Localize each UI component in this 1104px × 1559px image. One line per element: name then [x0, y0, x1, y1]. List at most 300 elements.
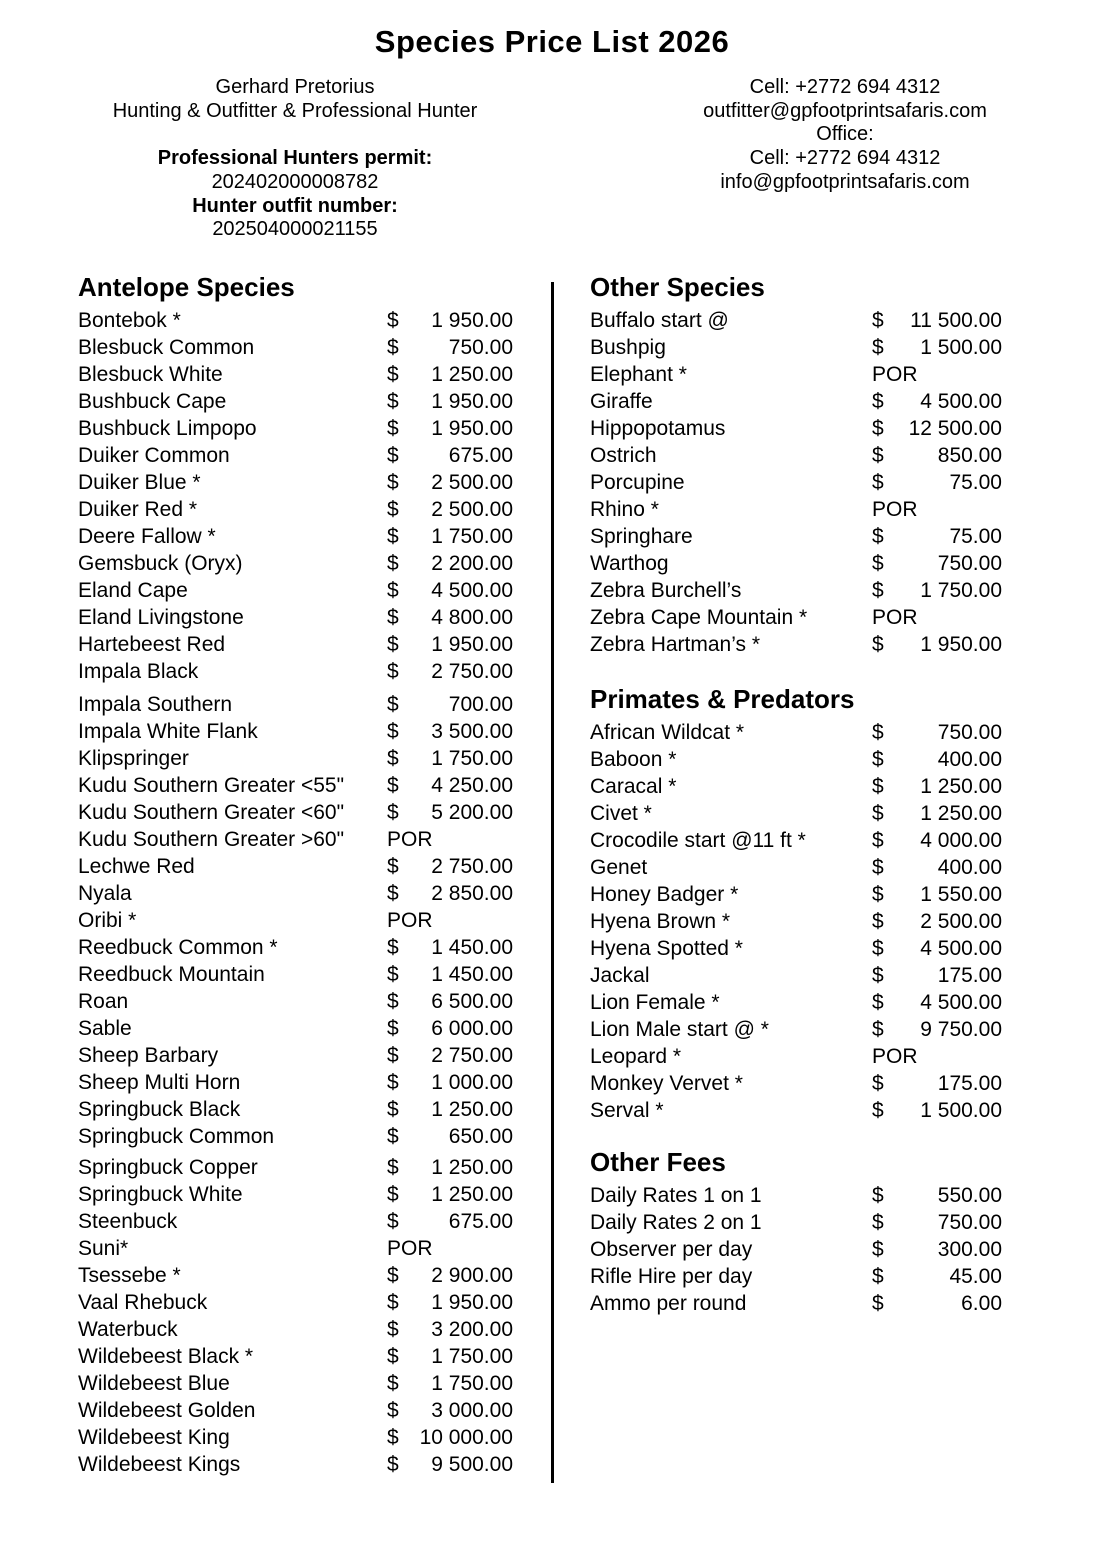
price-amount: 750.00	[448, 336, 513, 359]
section-antelope-species	[78, 272, 513, 1478]
price-amount: 1 250.00	[920, 802, 1002, 825]
species-name: Wildebeest Golden	[78, 1399, 256, 1422]
price-row	[78, 772, 513, 799]
currency-symbol: $	[387, 855, 399, 878]
price-amount: 2 500.00	[431, 498, 513, 521]
currency-symbol: POR	[387, 1237, 433, 1260]
currency-symbol: $	[872, 309, 884, 332]
price-amount: 4 500.00	[431, 579, 513, 602]
species-name: Bushbuck Cape	[78, 390, 227, 413]
species-name: Suni*	[78, 1237, 129, 1260]
price-row	[78, 1424, 513, 1451]
currency-symbol: $	[872, 775, 884, 798]
price-amount: 1 550.00	[920, 883, 1002, 906]
species-name: Vaal Rhebuck	[78, 1291, 208, 1314]
price-amount: 4 250.00	[431, 774, 513, 797]
price-row	[78, 988, 513, 1015]
price-amount: 750.00	[937, 721, 1002, 744]
price-row	[590, 935, 1002, 962]
species-name: Daily Rates 2 on 1	[590, 1211, 762, 1234]
species-name: Caracal *	[590, 775, 677, 798]
price-row	[78, 1154, 513, 1181]
species-name: Honey Badger *	[590, 883, 739, 906]
species-name: Kudu Southern Greater >60"	[78, 828, 345, 851]
species-name: Zebra Burchell’s	[590, 579, 742, 602]
currency-symbol: $	[387, 882, 399, 905]
species-name: Gemsbuck (Oryx)	[78, 552, 243, 575]
species-name: Ostrich	[590, 444, 657, 467]
currency-symbol: $	[387, 633, 399, 656]
currency-symbol: $	[387, 444, 399, 467]
species-name: Springbuck Copper	[78, 1156, 258, 1179]
species-name: Impala Black	[78, 660, 199, 683]
currency-symbol: $	[872, 552, 884, 575]
currency-symbol: $	[387, 1183, 399, 1206]
currency-symbol: $	[387, 720, 399, 743]
price-row	[78, 1343, 513, 1370]
price-amount: 700.00	[448, 693, 513, 716]
species-name: Springbuck Common	[78, 1125, 275, 1148]
species-name: Lion Female *	[590, 991, 720, 1014]
price-amount: 2 200.00	[431, 552, 513, 575]
price-amount: 750.00	[937, 552, 1002, 575]
species-name: Impala White Flank	[78, 720, 258, 743]
currency-symbol: $	[387, 1017, 399, 1040]
price-amount	[902, 496, 1002, 523]
currency-symbol: $	[872, 1072, 884, 1095]
species-name: Bushbuck Limpopo	[78, 417, 257, 440]
price-row	[590, 1290, 1002, 1317]
price-amount: 1 950.00	[431, 309, 513, 332]
currency-symbol: $	[872, 856, 884, 879]
currency-symbol: $	[387, 1291, 399, 1314]
price-amount: 175.00	[937, 964, 1002, 987]
price-amount: 2 500.00	[431, 471, 513, 494]
species-name: Porcupine	[590, 471, 685, 494]
price-row	[78, 361, 513, 388]
currency-symbol: $	[872, 390, 884, 413]
left-column	[78, 272, 513, 1478]
price-amount	[902, 1043, 1002, 1070]
price-amount: 3 000.00	[431, 1399, 513, 1422]
currency-symbol: $	[872, 444, 884, 467]
currency-symbol: $	[387, 1044, 399, 1067]
price-row	[78, 1208, 513, 1235]
species-name: Ammo per round	[590, 1292, 747, 1315]
price-row	[590, 496, 1002, 523]
currency-symbol: POR	[872, 498, 918, 521]
currency-symbol: $	[872, 991, 884, 1014]
currency-symbol: $	[872, 1292, 884, 1315]
price-row	[590, 746, 1002, 773]
currency-symbol: $	[387, 471, 399, 494]
species-name: Springbuck Black	[78, 1098, 241, 1121]
currency-symbol: $	[387, 1264, 399, 1287]
species-name: Wildebeest Black *	[78, 1345, 254, 1368]
price-row	[590, 1182, 1002, 1209]
currency-symbol: $	[387, 1372, 399, 1395]
price-row	[78, 523, 513, 550]
price-amount: 9 750.00	[920, 1018, 1002, 1041]
species-name: Bushpig	[590, 336, 666, 359]
price-row	[590, 442, 1002, 469]
species-name: Sable	[78, 1017, 132, 1040]
price-amount: 11 500.00	[910, 309, 1002, 332]
price-amount: 6.00	[961, 1292, 1002, 1315]
currency-symbol: $	[387, 774, 399, 797]
section-heading-other-fees: Other Fees	[590, 1147, 726, 1177]
currency-symbol: $	[387, 606, 399, 629]
section-heading-antelope: Antelope Species	[78, 272, 295, 302]
price-row	[78, 853, 513, 880]
contact-office-label: Office:	[816, 123, 874, 146]
price-row	[78, 1235, 513, 1262]
price-row	[590, 469, 1002, 496]
currency-symbol: $	[872, 1184, 884, 1207]
section-primates-predators	[590, 684, 1002, 1124]
currency-symbol: $	[872, 1099, 884, 1122]
price-row	[590, 604, 1002, 631]
species-name: Wildebeest Blue	[78, 1372, 230, 1395]
currency-symbol: $	[872, 525, 884, 548]
price-row	[590, 800, 1002, 827]
price-amount: 10 000.00	[419, 1426, 513, 1449]
price-row	[590, 415, 1002, 442]
price-row	[590, 962, 1002, 989]
price-amount: 2 750.00	[431, 1044, 513, 1067]
price-amount: 1 500.00	[920, 1099, 1002, 1122]
price-row	[590, 361, 1002, 388]
species-name: Kudu Southern Greater <60"	[78, 801, 345, 824]
currency-symbol: $	[872, 1211, 884, 1234]
currency-symbol: $	[872, 937, 884, 960]
price-amount: 300.00	[937, 1238, 1002, 1261]
currency-symbol: $	[872, 748, 884, 771]
currency-symbol: $	[872, 471, 884, 494]
contact-cell-line: Cell: +2772 694 4312	[749, 76, 941, 98]
price-row	[78, 1370, 513, 1397]
price-amount: 4 500.00	[920, 937, 1002, 960]
species-name: Warthog	[590, 552, 669, 575]
price-row	[590, 989, 1002, 1016]
price-amount: 675.00	[448, 444, 513, 467]
price-row	[590, 550, 1002, 577]
currency-symbol: $	[872, 964, 884, 987]
price-row	[590, 1236, 1002, 1263]
currency-symbol: $	[387, 1318, 399, 1341]
species-name: Lechwe Red	[78, 855, 195, 878]
species-name: Oribi *	[78, 909, 137, 932]
price-row	[590, 1043, 1002, 1070]
price-amount: 550.00	[937, 1184, 1002, 1207]
currency-symbol: $	[387, 1156, 399, 1179]
price-row	[78, 880, 513, 907]
currency-symbol: $	[387, 309, 399, 332]
species-name: Wildebeest King	[78, 1426, 230, 1449]
price-amount: 1 500.00	[920, 336, 1002, 359]
outfitter-name: Gerhard Pretorius	[215, 76, 375, 98]
outfit-label: Hunter outfit number:	[192, 194, 398, 217]
price-amount: 4 800.00	[431, 606, 513, 629]
contact-email-outfitter: outfitter@gpfootprintsafaris.com	[703, 99, 987, 122]
price-amount: 1 750.00	[431, 1345, 513, 1368]
currency-symbol: $	[387, 1098, 399, 1121]
price-row	[78, 442, 513, 469]
price-row	[590, 1016, 1002, 1043]
species-name: Deere Fallow *	[78, 525, 216, 548]
price-amount: 1 250.00	[920, 775, 1002, 798]
currency-symbol: $	[387, 963, 399, 986]
price-row	[78, 604, 513, 631]
price-amount: 1 250.00	[431, 1183, 513, 1206]
price-amount	[419, 1235, 513, 1262]
species-name: Kudu Southern Greater <55"	[78, 774, 345, 797]
currency-symbol: $	[872, 633, 884, 656]
currency-symbol: $	[387, 552, 399, 575]
currency-symbol: $	[387, 363, 399, 386]
price-row	[78, 1262, 513, 1289]
price-amount: 2 850.00	[431, 882, 513, 905]
price-row	[78, 307, 513, 334]
price-row	[78, 934, 513, 961]
price-row	[590, 523, 1002, 550]
price-row	[590, 1070, 1002, 1097]
price-row	[78, 1181, 513, 1208]
currency-symbol: $	[387, 390, 399, 413]
species-name: Klipspringer	[78, 747, 189, 770]
species-name: Zebra Cape Mountain *	[590, 606, 808, 629]
currency-symbol: $	[872, 721, 884, 744]
species-name: Reedbuck Mountain	[78, 963, 265, 986]
species-name: Reedbuck Common *	[78, 936, 278, 959]
currency-symbol: $	[387, 990, 399, 1013]
currency-symbol: $	[872, 829, 884, 852]
section-heading-other-species: Other Species	[590, 272, 765, 302]
price-amount: 2 750.00	[431, 855, 513, 878]
price-row	[590, 854, 1002, 881]
price-row	[590, 1263, 1002, 1290]
currency-symbol: POR	[387, 828, 433, 851]
price-amount: 1 750.00	[920, 579, 1002, 602]
section-other-fees	[590, 1147, 1002, 1317]
price-row	[590, 334, 1002, 361]
currency-symbol: $	[387, 936, 399, 959]
species-name: Sheep Multi Horn	[78, 1071, 241, 1094]
species-name: Giraffe	[590, 390, 653, 413]
price-amount: 1 000.00	[431, 1071, 513, 1094]
price-amount: 1 950.00	[431, 1291, 513, 1314]
species-name: Blesbuck White	[78, 363, 223, 386]
currency-symbol: $	[387, 1071, 399, 1094]
currency-symbol: POR	[872, 363, 918, 386]
species-name: Baboon *	[590, 748, 677, 771]
currency-symbol: $	[872, 417, 884, 440]
price-row	[590, 1209, 1002, 1236]
price-amount: 850.00	[937, 444, 1002, 467]
currency-symbol: POR	[387, 909, 433, 932]
price-row	[78, 718, 513, 745]
price-row	[78, 550, 513, 577]
currency-symbol: $	[387, 693, 399, 716]
price-row	[78, 415, 513, 442]
price-row	[590, 719, 1002, 746]
primates-predators-price-list	[590, 719, 1002, 1124]
price-amount: 6 500.00	[431, 990, 513, 1013]
price-row	[590, 1097, 1002, 1124]
price-row	[78, 1069, 513, 1096]
species-name: Roan	[78, 990, 129, 1013]
species-name: Blesbuck Common	[78, 336, 255, 359]
antelope-price-list	[78, 307, 513, 1478]
currency-symbol: $	[387, 336, 399, 359]
price-row	[78, 469, 513, 496]
price-amount: 9 500.00	[431, 1453, 513, 1476]
currency-symbol: $	[387, 498, 399, 521]
contact-email-info: info@gpfootprintsafaris.com	[720, 170, 970, 193]
currency-symbol: $	[387, 1399, 399, 1422]
price-amount: 3 500.00	[431, 720, 513, 743]
currency-symbol: POR	[872, 606, 918, 629]
price-amount: 1 950.00	[431, 390, 513, 413]
currency-symbol: $	[872, 883, 884, 906]
species-name: Rifle Hire per day	[590, 1265, 753, 1288]
price-amount: 6 000.00	[431, 1017, 513, 1040]
species-name: Lion Male start @ *	[590, 1018, 769, 1041]
species-name: Observer per day	[590, 1238, 753, 1261]
contact-info-block	[645, 76, 1045, 195]
price-row	[590, 577, 1002, 604]
price-row	[78, 691, 513, 718]
price-amount: 400.00	[937, 748, 1002, 771]
price-row	[590, 307, 1002, 334]
species-name: Duiker Blue *	[78, 471, 201, 494]
species-name: Hyena Spotted *	[590, 937, 743, 960]
price-amount: 4 000.00	[920, 829, 1002, 852]
currency-symbol: $	[872, 1265, 884, 1288]
species-name: Waterbuck	[78, 1318, 178, 1341]
species-name: Hippopotamus	[590, 417, 726, 440]
price-amount	[419, 907, 513, 934]
species-name: Wildebeest Kings	[78, 1453, 241, 1476]
price-amount: 1 450.00	[431, 936, 513, 959]
price-row	[78, 334, 513, 361]
price-row	[590, 881, 1002, 908]
currency-symbol: $	[387, 525, 399, 548]
species-name: Nyala	[78, 882, 132, 905]
price-row	[78, 658, 513, 685]
price-amount: 12 500.00	[908, 417, 1002, 440]
currency-symbol: $	[387, 417, 399, 440]
section-heading-primates-predators: Primates & Predators	[590, 684, 855, 714]
species-name: Springbuck White	[78, 1183, 243, 1206]
species-name: Eland Livingstone	[78, 606, 244, 629]
price-row	[78, 1451, 513, 1478]
outfitter-role: Hunting & Outfitter & Professional Hunter	[112, 99, 478, 122]
currency-symbol: $	[872, 910, 884, 933]
currency-symbol: $	[387, 1345, 399, 1368]
currency-symbol: $	[387, 1210, 399, 1233]
price-amount: 400.00	[937, 856, 1002, 879]
currency-symbol: $	[387, 747, 399, 770]
price-row	[78, 1397, 513, 1424]
price-amount: 1 950.00	[431, 417, 513, 440]
species-name: African Wildcat *	[590, 721, 745, 744]
price-amount: 4 500.00	[920, 390, 1002, 413]
price-amount	[419, 826, 513, 853]
price-row	[78, 745, 513, 772]
price-amount: 675.00	[448, 1210, 513, 1233]
price-row	[78, 1316, 513, 1343]
species-name: Serval *	[590, 1099, 664, 1122]
price-row	[78, 1096, 513, 1123]
species-name: Impala Southern	[78, 693, 233, 716]
species-name: Tsessebe *	[78, 1264, 181, 1287]
outfit-number: 202504000021155	[212, 218, 378, 241]
page-title: Species Price List 2026	[374, 24, 730, 59]
price-row	[590, 773, 1002, 800]
other-species-price-list	[590, 307, 1002, 658]
price-amount: 2 900.00	[431, 1264, 513, 1287]
price-row	[78, 961, 513, 988]
species-name: Rhino *	[590, 498, 659, 521]
species-name: Sheep Barbary	[78, 1044, 219, 1067]
currency-symbol: $	[387, 1125, 399, 1148]
permit-label: Professional Hunters permit:	[157, 147, 433, 170]
price-amount	[902, 604, 1002, 631]
species-name: Zebra Hartman’s *	[590, 633, 761, 656]
species-name: Leopard *	[590, 1045, 682, 1068]
currency-symbol: $	[872, 336, 884, 359]
currency-symbol: $	[872, 802, 884, 825]
price-amount: 175.00	[937, 1072, 1002, 1095]
price-row	[78, 1123, 513, 1150]
species-name: Eland Cape	[78, 579, 188, 602]
price-row	[78, 907, 513, 934]
currency-symbol: $	[872, 1238, 884, 1261]
price-amount	[902, 361, 1002, 388]
price-amount: 1 750.00	[431, 747, 513, 770]
column-divider	[551, 282, 554, 1483]
price-amount: 1 950.00	[431, 633, 513, 656]
species-name: Crocodile start @11 ft *	[590, 829, 806, 852]
currency-symbol: $	[387, 1453, 399, 1476]
price-amount: 650.00	[448, 1125, 513, 1148]
currency-symbol: $	[872, 579, 884, 602]
section-other-species	[590, 272, 1002, 658]
price-amount: 2 500.00	[920, 910, 1002, 933]
price-row	[78, 1289, 513, 1316]
other-fees-price-list	[590, 1182, 1002, 1317]
price-amount: 75.00	[949, 471, 1002, 494]
price-row	[78, 1042, 513, 1069]
species-name: Hartebeest Red	[78, 633, 226, 656]
price-row	[78, 577, 513, 604]
price-amount: 1 250.00	[431, 1156, 513, 1179]
price-row	[590, 908, 1002, 935]
species-name: Daily Rates 1 on 1	[590, 1184, 762, 1207]
species-name: Springhare	[590, 525, 693, 548]
species-name: Bontebok *	[78, 309, 181, 332]
outfitter-info-block	[100, 76, 490, 242]
price-amount: 4 500.00	[920, 991, 1002, 1014]
species-name: Buffalo start @	[590, 309, 729, 332]
price-row	[78, 826, 513, 853]
price-row	[590, 827, 1002, 854]
species-name: Elephant *	[590, 363, 687, 386]
currency-symbol: $	[387, 579, 399, 602]
price-row	[78, 496, 513, 523]
right-column	[590, 272, 1002, 1317]
